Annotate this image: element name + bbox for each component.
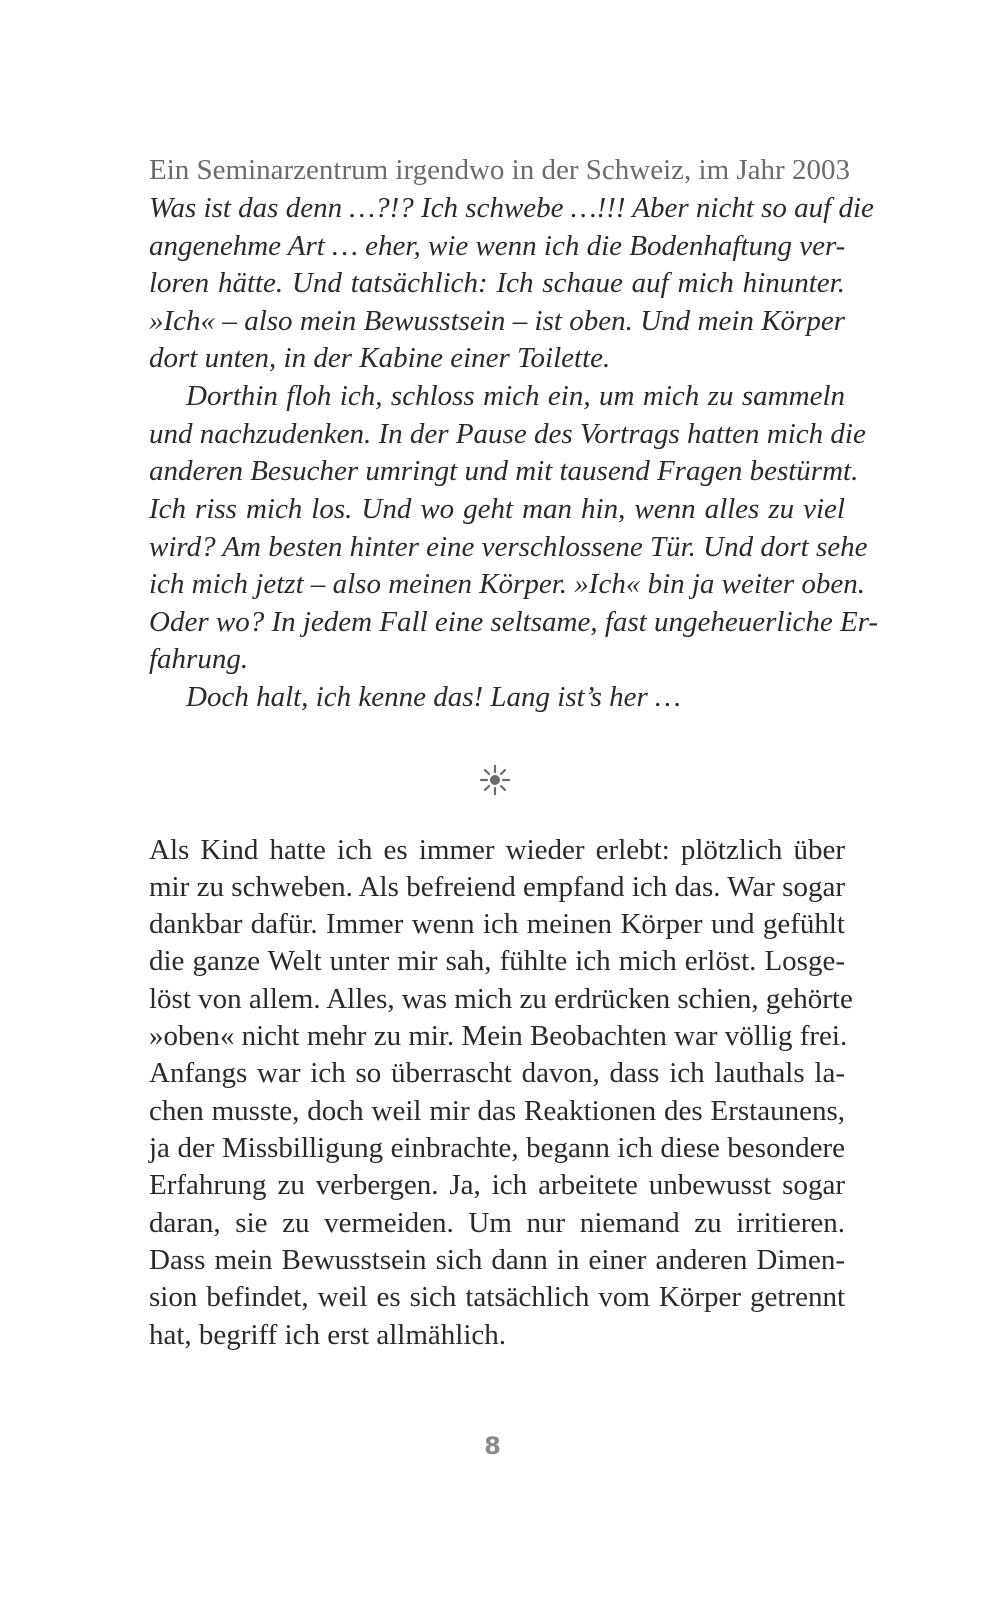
text-line: fahrung. [149, 643, 249, 675]
text-line: anderen Besucher umringt und mit tausend Fragen bestürmt. [149, 455, 859, 487]
text-line: Anfangs war ich so überrascht davon, dass ich lauthals la- [149, 1057, 845, 1089]
chapter-heading: Ein Seminarzentrum irgendwo in der Schweiz, im Jahr 2003 [149, 154, 850, 186]
text-line: Dass mein Bewusstsein sich dann in einer anderen Dimen- [149, 1244, 845, 1276]
text-line: wird? Am besten hinter eine verschlossene Tür. Und dort sehe [149, 531, 868, 563]
text-line: die ganze Welt unter mir sah, fühlte ich mich erlöst. Losge- [149, 945, 845, 977]
text-line: Oder wo? In jedem Fall eine seltsame, fast ungeheuerliche Er- [149, 606, 879, 638]
text-line: sion befindet, weil es sich tatsächlich vom Körper getrennt [149, 1281, 845, 1313]
text-line: Erfahrung zu verbergen. Ja, ich arbeitete unbewusst sogar [149, 1169, 845, 1201]
text-line: ich mich jetzt – also meinen Körper. »Ich« bin ja weiter oben. [149, 568, 866, 600]
text-line: ja der Missbilligung einbrachte, begann ich diese besondere [149, 1132, 845, 1164]
text-line: Ich riss mich los. Und wo geht man hin, wenn alles zu viel [149, 493, 845, 525]
text-line: loren hätte. Und tatsächlich: Ich schaue auf mich hinunter. [149, 267, 845, 299]
text-line: und nachzudenken. In der Pause des Vortrags hatten mich die [149, 418, 866, 450]
text-line: angenehme Art … eher, wie wenn ich die Bodenhaftung ver- [149, 230, 846, 262]
text-line: Doch halt, ich kenne das! Lang ist’s her … [186, 681, 681, 713]
text-line: Dorthin floh ich, schloss mich ein, um mich zu sammeln [186, 380, 845, 412]
text-line: daran, sie zu vermeiden. Um nur niemand zu irritieren. [149, 1207, 845, 1239]
sun-ornament-icon [479, 764, 511, 796]
text-line: Was ist das denn …?!? Ich schwebe …!!! Aber nicht so auf die [149, 192, 874, 224]
text-line: dort unten, in der Kabine einer Toilette. [149, 342, 611, 374]
text-line: chen musste, doch weil mir das Reaktionen des Erstaunens, [149, 1095, 845, 1127]
text-line: mir zu schweben. Als befreiend empfand ich das. War sogar [149, 871, 845, 903]
text-line: Als Kind hatte ich es immer wieder erlebt: plötzlich über [149, 834, 845, 866]
text-line: »oben« nicht mehr zu mir. Mein Beobachten war völlig frei. [149, 1020, 848, 1052]
page-number: 8 [484, 1432, 501, 1460]
text-line: löst von allem. Alles, was mich zu erdrücken schien, gehörte [149, 983, 853, 1015]
text-line: dankbar dafür. Immer wenn ich meinen Körper und gefühlt [149, 908, 845, 940]
text-line: hat, begriff ich erst allmählich. [149, 1319, 507, 1351]
text-line: »Ich« – also mein Bewusstsein – ist oben. Und mein Körper [149, 305, 845, 337]
